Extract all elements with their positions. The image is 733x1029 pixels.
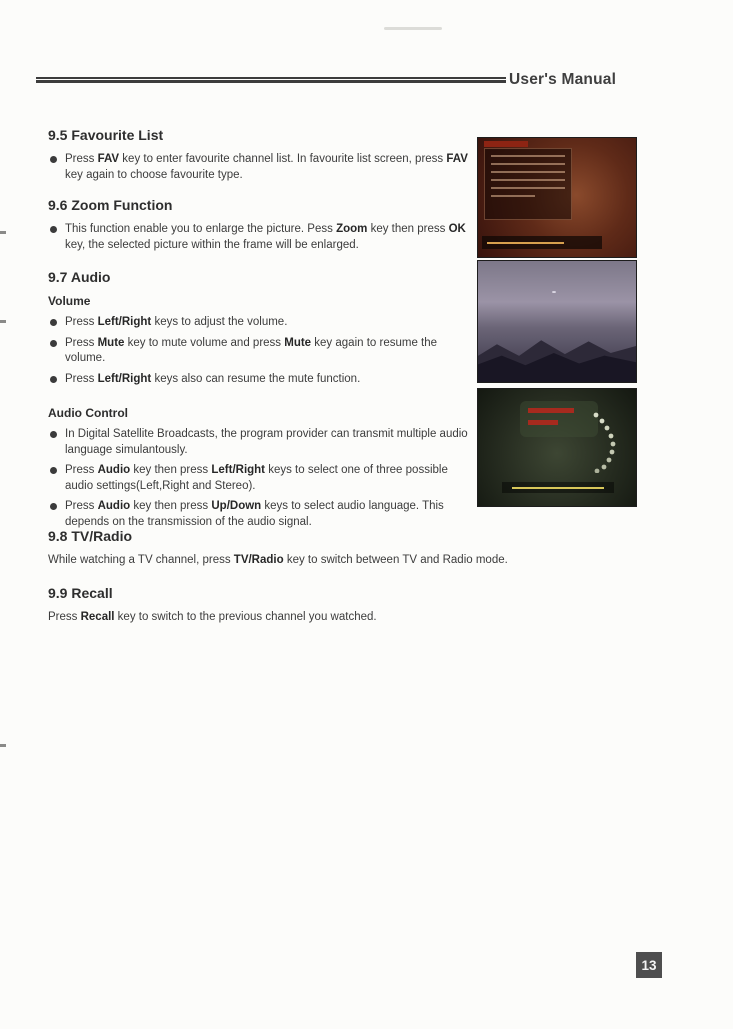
audio-settings-overlay	[520, 401, 598, 437]
bullet-icon	[50, 226, 57, 233]
list-item	[48, 499, 472, 530]
section-heading: 9.9 Recall	[48, 585, 113, 601]
audio-bar-right	[528, 420, 558, 425]
favourite-list-overlay	[484, 148, 572, 220]
bullet-text: Press Mute key to mute volume and press Mute key again to resume the volume.	[65, 336, 438, 364]
section-zoom-function	[48, 197, 472, 258]
header-rule	[36, 77, 506, 83]
bullet-icon	[50, 340, 57, 347]
list-row	[491, 171, 565, 173]
list-row	[491, 163, 565, 165]
bullet-text: Press Audio key then press Up/Down keys to select audio language. This depends on the transmission of the audio signal.	[65, 500, 444, 528]
figure-zoom-screenshot	[477, 260, 637, 383]
section-heading: 9.6 Zoom Function	[48, 197, 173, 213]
info-bar-text	[487, 242, 564, 244]
bird-silhouette	[552, 291, 556, 293]
list-item	[48, 427, 472, 458]
figure-audio-screenshot	[477, 388, 637, 507]
list-item	[48, 222, 472, 253]
list-item	[48, 336, 472, 367]
subsection-heading-audio-control: Audio Control	[48, 406, 128, 420]
audio-caption-bar	[502, 482, 614, 493]
bullet-icon	[50, 376, 57, 383]
list-item	[48, 315, 472, 331]
bullet-icon	[50, 156, 57, 163]
bullet-text: Press Left/Right keys to adjust the volume.	[65, 316, 288, 328]
list-item	[48, 152, 472, 183]
near-hills-silhouette	[478, 338, 636, 382]
page-number-badge: 13	[636, 952, 662, 978]
bullet-text: Press FAV key to enter favourite channel list. In favourite list screen, press FAV key again to choose favourite type.	[65, 153, 468, 181]
scan-artifact	[384, 27, 442, 30]
bullet-icon	[50, 503, 57, 510]
audio-caption-text	[512, 487, 604, 489]
volume-level-dots	[588, 411, 622, 473]
section-heading: 9.5 Favourite List	[48, 127, 164, 143]
scan-artifact	[0, 231, 6, 234]
audio-bar-left	[528, 408, 574, 413]
bullet-text: Press Audio key then press Left/Right keys to select one of three possible audio settings(Left,Right and Stereo).	[65, 464, 448, 492]
bullet-text: Press Left/Right keys also can resume the mute function.	[65, 372, 361, 385]
section-favourite-list	[48, 127, 472, 188]
list-row	[491, 195, 535, 197]
section-heading: 9.8 TV/Radio	[48, 528, 133, 544]
bullet-text: This function enable you to enlarge the picture. Pess Zoom key then press OK key, the selected picture within the frame will be enlarged.	[65, 223, 466, 251]
section-tv-radio	[48, 528, 708, 569]
bullet-text: In Digital Satellite Broadcasts, the program provider can transmit multiple audio language simulantously.	[65, 428, 468, 456]
spacer	[48, 392, 472, 401]
figure-favourite-list-screenshot	[477, 137, 637, 258]
list-row	[491, 187, 565, 189]
section-recall	[48, 585, 708, 626]
channel-label	[484, 141, 528, 147]
list-row	[491, 179, 565, 181]
list-item	[48, 372, 472, 388]
section-body: Press Recall key to switch to the previous channel you watched.	[48, 611, 377, 623]
bullet-icon	[50, 319, 57, 326]
section-body: While watching a TV channel, press TV/Radio key to switch between TV and Radio mode.	[48, 554, 508, 566]
bullet-icon	[50, 431, 57, 438]
list-item	[48, 463, 472, 494]
page-title: User's Manual	[509, 71, 617, 88]
info-bar	[482, 236, 602, 249]
section-heading: 9.7 Audio	[48, 269, 111, 285]
scan-artifact	[0, 320, 6, 323]
bullet-icon	[50, 467, 57, 474]
section-audio	[48, 269, 472, 535]
scan-artifact	[0, 744, 6, 747]
subsection-heading-volume: Volume	[48, 294, 91, 308]
list-row	[491, 155, 565, 157]
